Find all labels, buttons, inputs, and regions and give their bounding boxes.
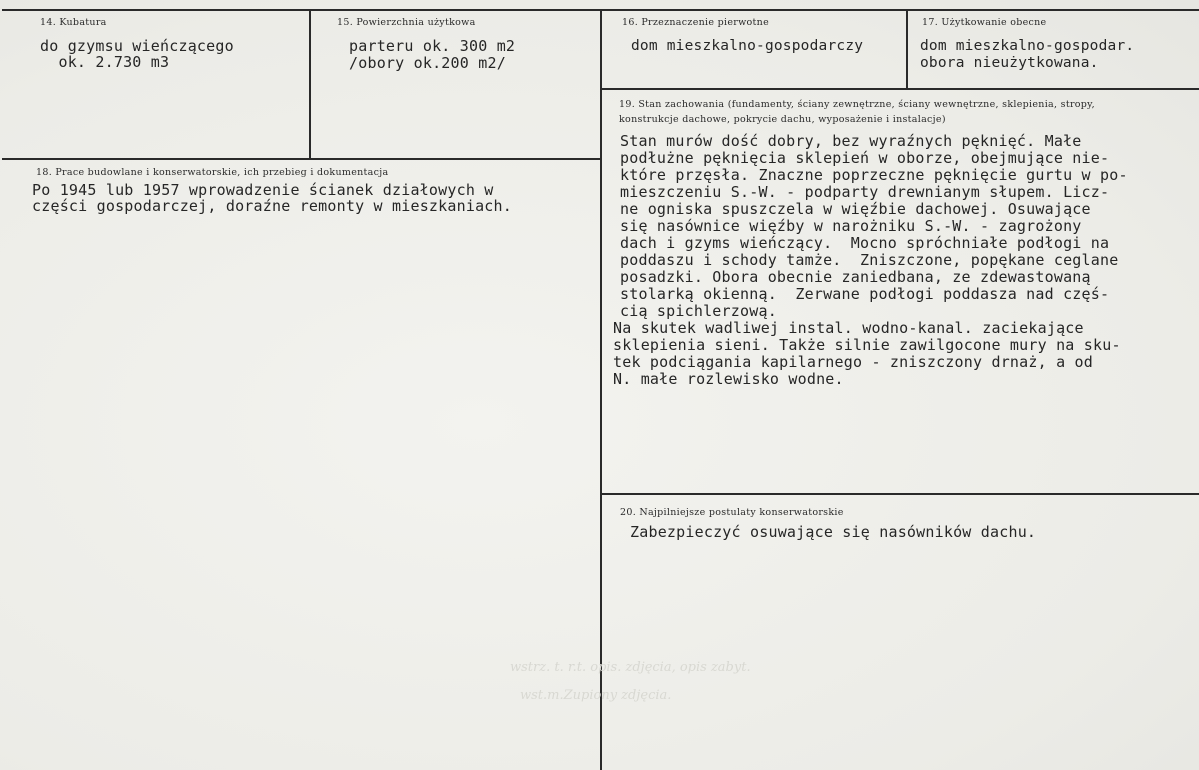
row-divider-14-18 xyxy=(2,158,602,160)
field-18-line-2: części gospodarczej, doraźne remonty w mieszkaniach. xyxy=(32,197,512,215)
faded-background-text-2: wst.m.Zupiony zdjęcia. xyxy=(520,688,672,703)
field-19-line-5: ne ogniska spuszczela w więźbie dachowej. Osuwające xyxy=(620,200,1091,218)
field-19-line-3: które przęsła. Znaczne poprzeczne pęknięcie gurtu w po- xyxy=(620,166,1128,184)
field-14-line-2: ok. 2.730 m3 xyxy=(40,53,170,71)
faded-background-text: wstrz. t. r.t. opis. zdjęcia, opis zabyt. xyxy=(510,660,751,675)
divider-main-column xyxy=(600,9,602,770)
field-14-line-1: do gzymsu wieńczącego xyxy=(40,37,234,55)
field-20-label: 20. Najpilniejsze postulaty konserwatorskie xyxy=(620,507,844,518)
row-divider-16-19 xyxy=(600,88,1199,90)
field-19-label-line-1: 19. Stan zachowania (fundamenty, ściany zewnętrzne, ściany wewnętrzne, sklepienia, stropy, xyxy=(619,99,1095,110)
field-19-line-7: dach i gzyms wieńczący. Mocno spróchniałe podłogi na xyxy=(620,234,1110,252)
field-18-line-1: Po 1945 lub 1957 wprowadzenie ścianek działowych w xyxy=(32,181,494,199)
field-19-line-9: posadzki. Obora obecnie zaniedbana, ze zdewastowaną xyxy=(620,268,1091,286)
field-19-line-10: stolarką okienną. Zerwane podłogi poddasza nad częś- xyxy=(620,285,1110,303)
field-15-line-1: parteru ok. 300 m2 xyxy=(349,37,516,55)
field-19-line-6: się nasównice więźby w narożniku S.-W. - zagrożony xyxy=(620,217,1082,235)
field-15-line-2: /obory ok.200 m2/ xyxy=(349,54,506,72)
divider-14-15 xyxy=(309,9,311,159)
field-19-line-8: poddaszu i schody tamże. Zniszczone, popękane ceglane xyxy=(620,251,1119,269)
divider-16-17 xyxy=(906,9,908,89)
field-16-line-1: dom mieszkalno-gospodarczy xyxy=(631,38,864,54)
field-17-line-2: obora nieużytkowana. xyxy=(920,55,1099,71)
field-19-line-13: sklepienia sieni. Także silnie zawilgocone mury na sku- xyxy=(613,336,1121,354)
field-19-label-line-2: konstrukcje dachowe, pokrycie dachu, wyposażenie i instalacje) xyxy=(619,114,946,125)
field-19-line-15: N. małe rozlewisko wodne. xyxy=(613,370,844,388)
field-15-label: 15. Powierzchnia użytkowa xyxy=(337,17,476,28)
field-17-label: 17. Użytkowanie obecne xyxy=(922,17,1047,28)
field-17-line-1: dom mieszkalno-gospodar. xyxy=(920,38,1135,54)
field-19-line-1: Stan murów dość dobry, bez wyraźnych pęknięć. Małe xyxy=(620,132,1082,150)
field-19-line-11: cią spichlerzową. xyxy=(620,302,777,320)
field-19-line-2: podłużne pęknięcia sklepień w oborze, obejmujące nie- xyxy=(620,149,1110,167)
field-18-label: 18. Prace budowlane i konserwatorskie, ich przebieg i dokumentacja xyxy=(36,167,389,178)
field-16-label: 16. Przeznaczenie pierwotne xyxy=(622,17,770,28)
field-19-line-12: Na skutek wadliwej instal. wodno-kanal. zaciekające xyxy=(613,319,1084,337)
field-19-line-14: tek podciągania kapilarnego - zniszczony drnaż, a od xyxy=(613,353,1093,371)
field-20-line-1: Zabezpieczyć osuwające się nasówników dachu. xyxy=(630,523,1037,541)
field-14-label: 14. Kubatura xyxy=(40,17,107,28)
row-divider-19-20 xyxy=(600,493,1199,495)
field-19-line-4: mieszczeniu S.-W. - podparty drewnianym słupem. Licz- xyxy=(620,183,1110,201)
